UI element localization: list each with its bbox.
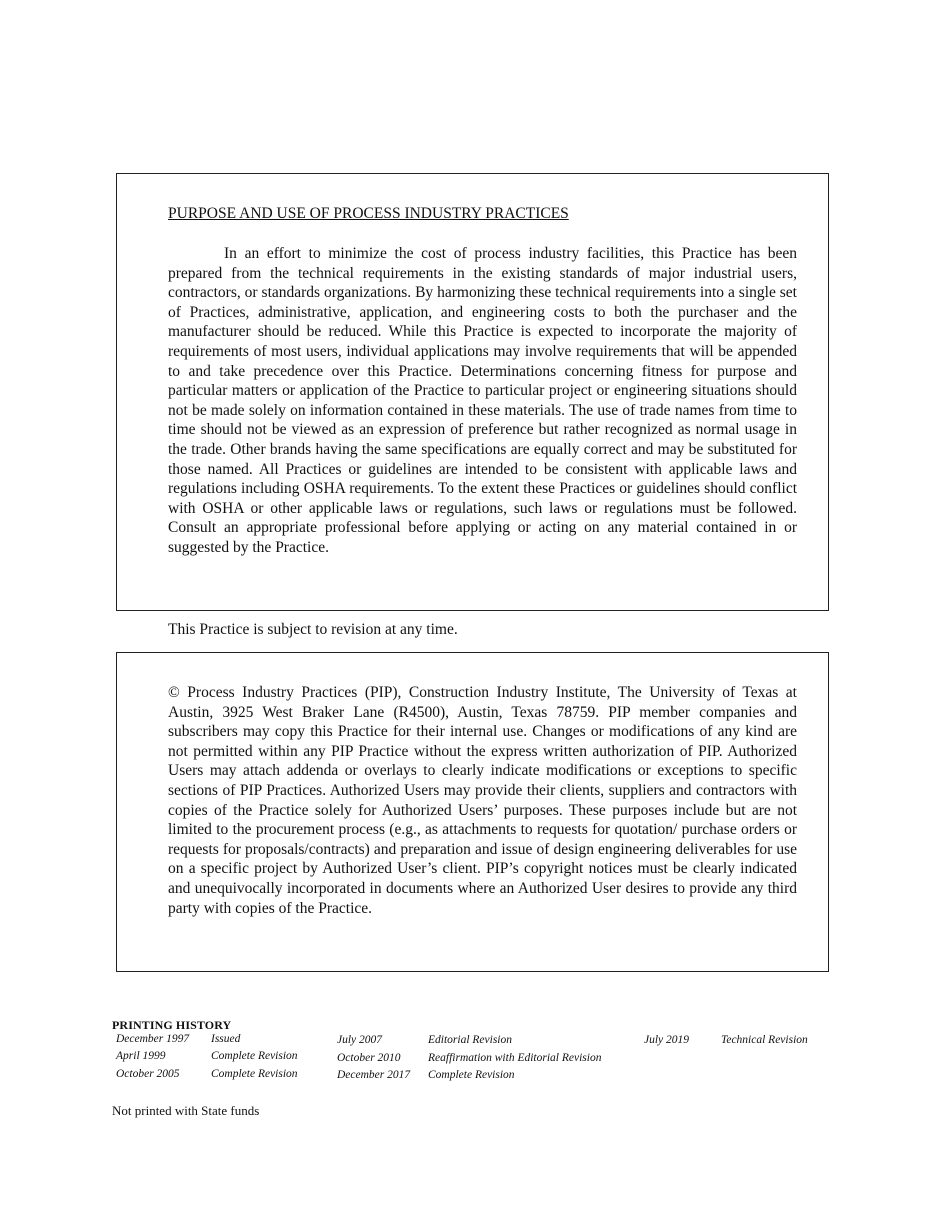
history-description: Issued: [211, 1033, 241, 1045]
history-date: December 2017: [337, 1069, 411, 1081]
purpose-heading: PURPOSE AND USE OF PROCESS INDUSTRY PRACTICES: [168, 205, 569, 222]
history-date: April 1999: [116, 1050, 166, 1062]
footer-note: Not printed with State funds: [112, 1103, 260, 1118]
history-date: October 2010: [337, 1052, 401, 1064]
purpose-paragraph: In an effort to minimize the cost of process industry facilities, this Practice has been prepared from the technical requirements in the existing standards of major industrial users, contractors, or standards organizations. By harmonizing these technical requirements into a single set of Practices, administrative, application, and engineering costs to both the purchaser and the manufacturer should be reduced. While this Practice is expected to incorporate the majority of requirements of most users, individual applications may involve requirements that will be appended to and take precedence over this Practice. Determinations concerning fitness for purpose and particular matters or application of the Practice to particular project or engineering situations should not be made solely on information contained in these materials. The use of trade names from time to time should not be viewed as an expression of preference but rather recognized as normal usage in the trade. Other brands having the same specifications are equally correct and may be substituted for those named. All Practices or guidelines are intended to be consistent with applicable laws and regulations including OSHA requirements. To the extent these Practices or guidelines should conflict with OSHA or other applicable laws or regulations, such laws or regulations must be followed. Consult an appropriate professional before applying or acting on any material contained in or suggested by the Practice.: [168, 245, 797, 556]
history-description: Reaffirmation with Editorial Revision: [428, 1052, 602, 1064]
copyright-paragraph: © Process Industry Practices (PIP), Construction Industry Institute, The University of Texas at Austin, 3925 West Braker Lane (R4500), Austin, Texas 78759. PIP member companies and subscribers may copy this Practice for their internal use. Changes or modifications of any kind are not permitted within any PIP Practice without the express written authorization of PIP. Authorized Users may attach addenda or overlays to clearly indicate modifications or exceptions to specific sections of PIP Practices. Authorized Users may provide their clients, suppliers and contractors with copies of the Practice solely for Authorized Users’ purposes. These purposes include but are not limited to the procurement process (e.g., as attachments to requests for quotation/ purchase orders or requests for proposals/contracts) and preparation and issue of design engineering deliverables for use on a specific project by Authorized User’s client. PIP’s copyright notices must be clearly indicated and unequivocally incorporated in documents where an Authorized User desires to provide any third party with copies of the Practice.: [168, 684, 797, 917]
history-date: December 1997: [116, 1033, 190, 1045]
history-date: July 2019: [644, 1034, 690, 1046]
history-description: Editorial Revision: [428, 1034, 513, 1046]
revision-note: This Practice is subject to revision at any time.: [168, 621, 458, 638]
history-description: Complete Revision: [211, 1050, 298, 1062]
history-description: Complete Revision: [428, 1069, 515, 1081]
printing-history-title: PRINTING HISTORY: [112, 1018, 232, 1032]
history-date: July 2007: [337, 1034, 383, 1046]
history-date: October 2005: [116, 1068, 180, 1080]
history-description: Technical Revision: [721, 1034, 808, 1046]
history-description: Complete Revision: [211, 1068, 298, 1080]
